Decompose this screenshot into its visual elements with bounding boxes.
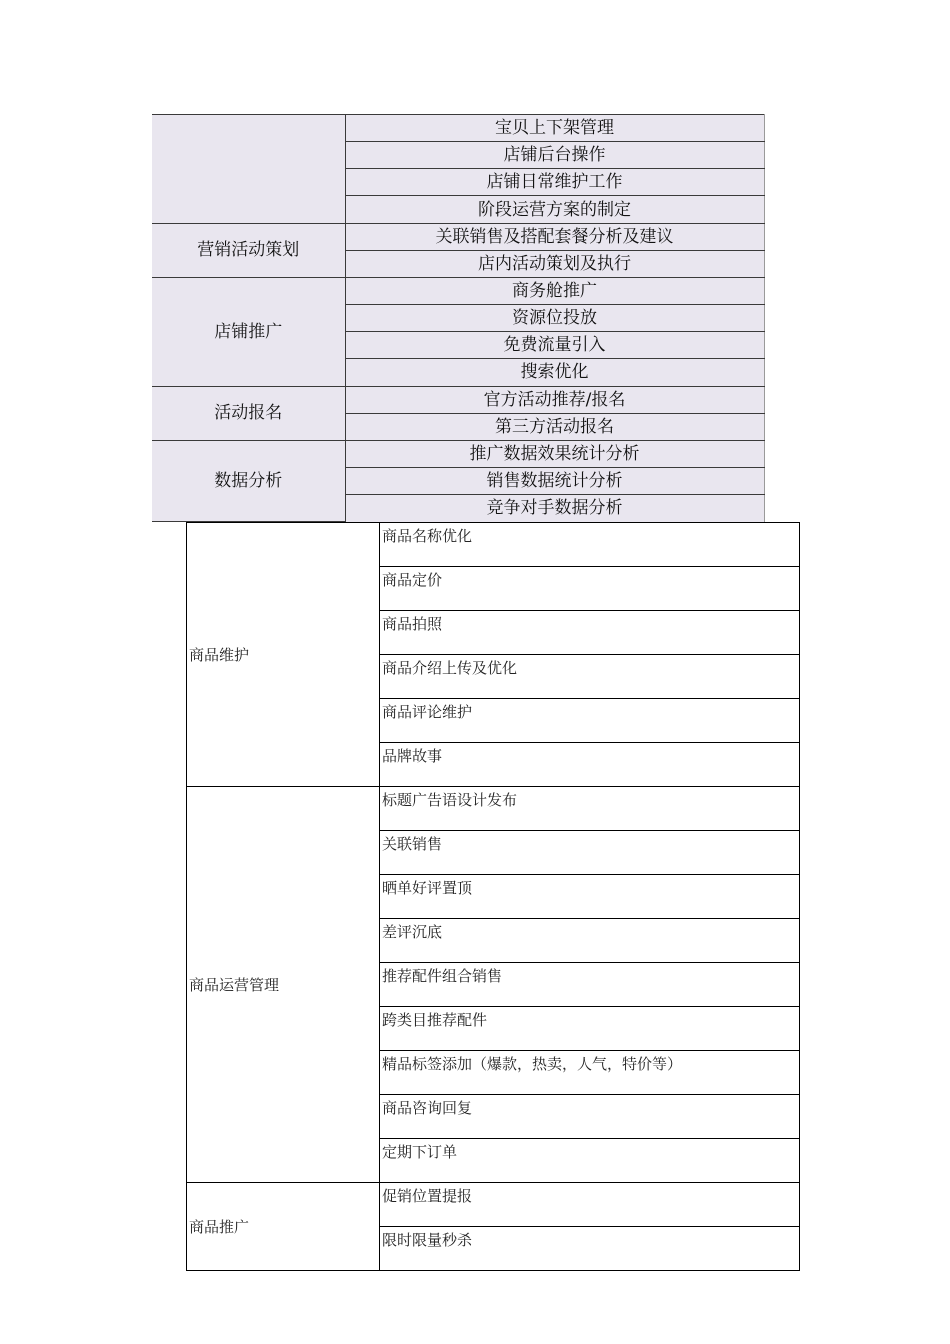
- task-cell: 搜索优化: [345, 359, 764, 386]
- category-cell: 数据分析: [152, 440, 345, 521]
- table-row: [187, 1183, 800, 1227]
- category-cell: 店铺推广: [152, 277, 345, 386]
- task-cell: 店铺后台操作: [345, 142, 764, 169]
- category-cell: 商品推广: [187, 1183, 380, 1271]
- table-row: [187, 523, 800, 567]
- task-cell: 第三方活动报名: [345, 413, 764, 440]
- task-cell: 跨类目推荐配件: [380, 1007, 800, 1051]
- task-cell: 免费流量引入: [345, 332, 764, 359]
- category-cell: 商品运营管理: [187, 787, 380, 1183]
- table-row: [152, 386, 764, 413]
- table-row: [187, 787, 800, 831]
- task-cell: 关联销售: [380, 831, 800, 875]
- task-cell: 关联销售及搭配套餐分析及建议: [345, 223, 764, 250]
- table-row: [152, 277, 764, 304]
- category-cell: 商品维护: [187, 523, 380, 787]
- task-cell: 商品定价: [380, 567, 800, 611]
- task-cell: 推荐配件组合销售: [380, 963, 800, 1007]
- task-cell: 店铺日常维护工作: [345, 169, 764, 196]
- task-cell: 销售数据统计分析: [345, 468, 764, 495]
- task-cell: 商品拍照: [380, 611, 800, 655]
- task-cell: 定期下订单: [380, 1139, 800, 1183]
- task-cell: 宝贝上下架管理: [345, 115, 764, 142]
- task-cell: 促销位置提报: [380, 1183, 800, 1227]
- task-cell: 精品标签添加（爆款，热卖，人气，特价等）: [380, 1051, 800, 1095]
- table-row: [152, 223, 764, 250]
- task-cell: 限时限量秒杀: [380, 1227, 800, 1271]
- task-cell: 推广数据效果统计分析: [345, 440, 764, 467]
- operations-table: [152, 114, 765, 522]
- task-cell: 商品评论维护: [380, 699, 800, 743]
- category-cell: [152, 115, 345, 224]
- task-cell: 竞争对手数据分析: [345, 495, 764, 522]
- task-cell: 标题广告语设计发布: [380, 787, 800, 831]
- task-cell: 品牌故事: [380, 743, 800, 787]
- table-row: [152, 115, 764, 142]
- product-management-table: [186, 522, 800, 1271]
- task-cell: 差评沉底: [380, 919, 800, 963]
- table-row: [152, 440, 764, 467]
- task-cell: 资源位投放: [345, 305, 764, 332]
- category-cell: 营销活动策划: [152, 223, 345, 277]
- task-cell: 官方活动推荐/报名: [345, 386, 764, 413]
- task-cell: 商品介绍上传及优化: [380, 655, 800, 699]
- task-cell: 商务舱推广: [345, 277, 764, 304]
- task-cell: 商品咨询回复: [380, 1095, 800, 1139]
- task-cell: 店内活动策划及执行: [345, 250, 764, 277]
- task-cell: 商品名称优化: [380, 523, 800, 567]
- task-cell: 阶段运营方案的制定: [345, 196, 764, 223]
- category-cell: 活动报名: [152, 386, 345, 440]
- task-cell: 晒单好评置顶: [380, 875, 800, 919]
